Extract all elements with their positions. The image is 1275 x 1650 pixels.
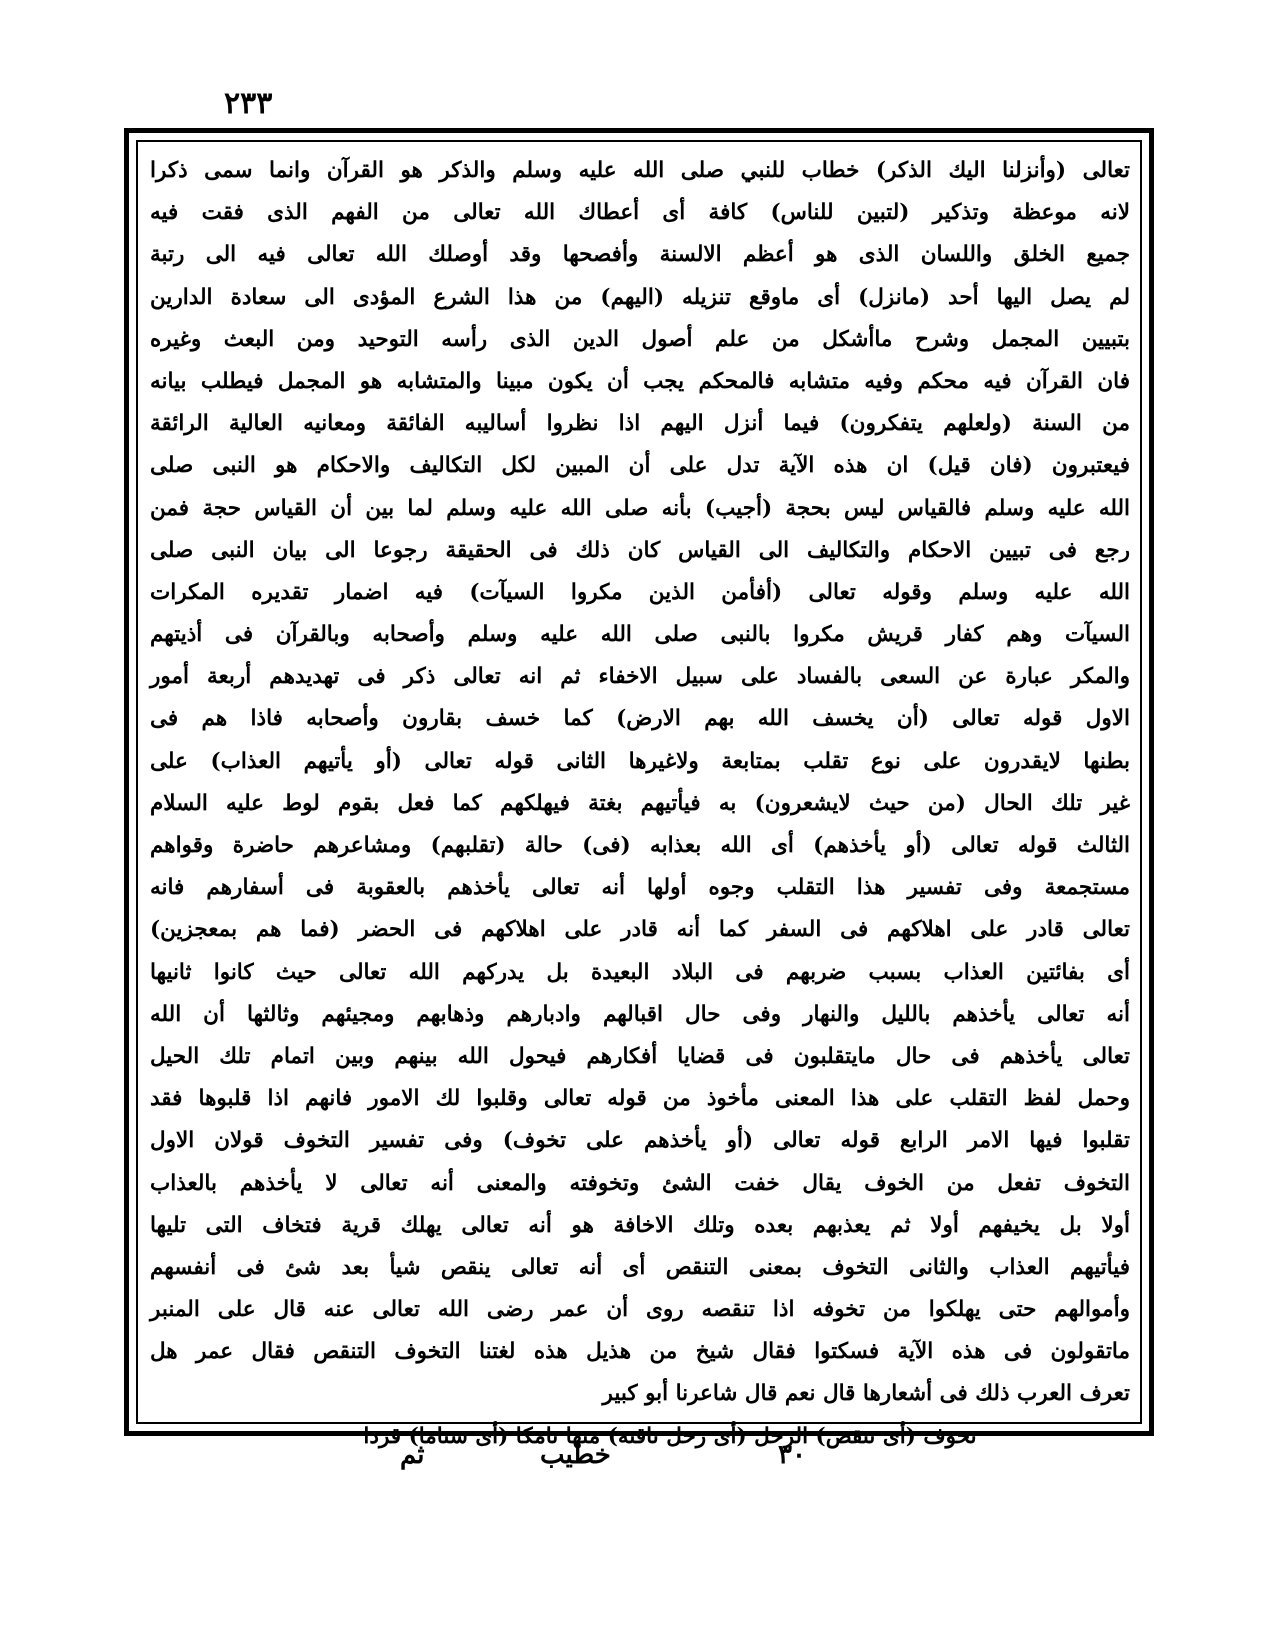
text-line: مستجمعة وفى تفسير هذا التقلب وجوه أولها أنه تعالى يأخذهم بالعقوبة فى أسفارهم فانه [150, 875, 1130, 901]
footer-signature-word: ثم [400, 1440, 425, 1470]
text-line: لانه موعظة وتذكير (لتبين للناس) كافة أى أعطاك الله تعالى من الفهم الذى فقت فيه [150, 200, 1130, 226]
text-line: تقلبوا فيها الامر الرابع قوله تعالى (أو يأخذهم على تخوف) وفى تفسير التخوف قولان الاول [150, 1128, 1130, 1154]
text-line: أولا بل يخيفهم أولا ثم يعذبهم بعده وتلك الاخافة هو أنه تعالى يهلك قرية فتخاف التى تليها [150, 1212, 1130, 1238]
footer-signature-title: خطيب [540, 1440, 611, 1470]
text-line: رجع فى تبيين الاحكام والتكاليف الى القياس كان ذلك فى الحقيقة رجوعا الى بيان النبى صلى [150, 537, 1130, 563]
page-footer [0, 1440, 1275, 1480]
text-line: فان القرآن فيه محكم وفيه متشابه فالمحكم يجب أن يكون مبينا والمتشابه هو المجمل فيطلب بيانه [150, 368, 1130, 394]
text-line: ماتقولون فى هذه الآية فسكتوا فقال شيخ من هذيل هذه لغتنا التخوف التنقص فقال عمر هل [150, 1339, 1130, 1365]
text-line: تعالى يأخذهم فى حال مايتقلبون فى قضايا أفكارهم فيحول الله بينهم وبين اتمام تلك الحيل [150, 1043, 1130, 1069]
text-line: بتبيين المجمل وشرح ماأشكل من علم أصول الدين الذى رأسه التوحيد ومن البعث وغيره [150, 326, 1130, 352]
text-line: وأموالهم حتى يهلكوا من تخوفه اذا تنقصه روى أن عمر رضى الله تعالى عنه قال على المنبر [150, 1297, 1130, 1323]
poetry-verse: تخوف (أى تنقص) الرحل (أى رحل ناقته) منها تامكا (أى سناما) قردا [363, 1423, 977, 1449]
text-line: الله عليه وسلم وقوله تعالى (أفأمن الذين مكروا السيآت) فيه اضمار تقديره المكرات [150, 579, 1130, 605]
text-line: والمكر عبارة عن السعى بالفساد على سبيل الاخفاء ثم انه تعالى ذكر فى تهديدهم أربعة أمور [150, 664, 1130, 690]
text-line: فيعتبرون (فان قيل) ان هذه الآية تدل على أن المبين لكل التكاليف والاحكام هو النبى صلى [150, 453, 1130, 479]
text-line: تعالى قادر على اهلاكهم فى السفر كما أنه قادر على اهلاكهم فى الحضر (فما هم بمعجزين) [150, 917, 1130, 943]
text-line: جميع الخلق واللسان الذى هو أعظم الالسنة وأفصحها وقد أوصلك الله تعالى فيه الى رتبة [150, 242, 1130, 268]
text-line: السيآت وهم كفار قريش مكروا بالنبى صلى الله عليه وسلم وأصحابه وبالقرآن فى أذيتهم [150, 622, 1130, 648]
text-line: الله عليه وسلم فالقياس ليس بحجة (أجيب) بأنه صلى الله عليه وسلم لما بين أن القياس حجة فمن [150, 495, 1130, 521]
footer-signature-number: ۳۰ [778, 1440, 806, 1470]
text-line: فيأتيهم العذاب والثانى التخوف بمعنى التنقص أى أنه تعالى ينقص شيأ بعد شئ فى أنفسهم [150, 1254, 1130, 1280]
text-line: وحمل لفظ التقلب على هذا المعنى مأخوذ من قوله تعالى وقلبوا لك الامور فانهم اذا قلبوها فقد [150, 1086, 1130, 1112]
text-line: أنه تعالى يأخذهم بالليل والنهار وفى حال اقبالهم وادبارهم وذهابهم ومجيئهم وثالثها أن الله [150, 1001, 1130, 1027]
text-line: بطنها لايقدرون على نوع تقلب بمتابعة ولاغيرها الثانى قوله تعالى (أو يأتيهم العذاب) على [150, 748, 1130, 774]
text-line: الاول قوله تعالى (أن يخسف الله بهم الارض) كما خسف بقارون وأصحابه فاذا هم فى [150, 706, 1130, 732]
page-number: ۲۳۳ [224, 86, 273, 121]
text-line: غير تلك الحال (من حيث لايشعرون) به فيأتيهم بغتة فيهلكهم كما فعل بقوم لوط عليه السلام [150, 790, 1130, 816]
text-line: تعرف العرب ذلك فى أشعارها قال نعم قال شاعرنا أبو كبير [602, 1381, 1130, 1407]
text-line: تعالى (وأنزلنا اليك الذكر) خطاب للنبي صلى الله عليه وسلم والذكر هو القرآن وانما سمى ذكرا [150, 158, 1130, 183]
text-line: الثالث قوله تعالى (أو يأخذهم) أى الله بعذابه (فى) حالة (تقلبهم) ومشاعرهم حاضرة وقواهم [150, 833, 1130, 858]
text-line: من السنة (ولعلهم يتفكرون) فيما أنزل اليهم اذا نظروا أساليبه الفائقة ومعانيه العالية الرائقة [150, 411, 1130, 437]
text-line: أى بفائتين العذاب بسبب ضربهم فى البلاد البعيدة بل يدركهم الله تعالى حيث كانوا ثانيها [150, 959, 1130, 985]
text-line: لم يصل اليها أحد (مانزل) أى ماوقع تنزيله (اليهم) من هذا الشرع المؤدى الى سعادة الدارين [150, 284, 1130, 310]
text-line: التخوف تفعل من الخوف يقال خفت الشئ وتخوفته والمعنى أنه تعالى لا يأخذهم بالعذاب [150, 1170, 1130, 1196]
main-text-block [150, 150, 1130, 1449]
